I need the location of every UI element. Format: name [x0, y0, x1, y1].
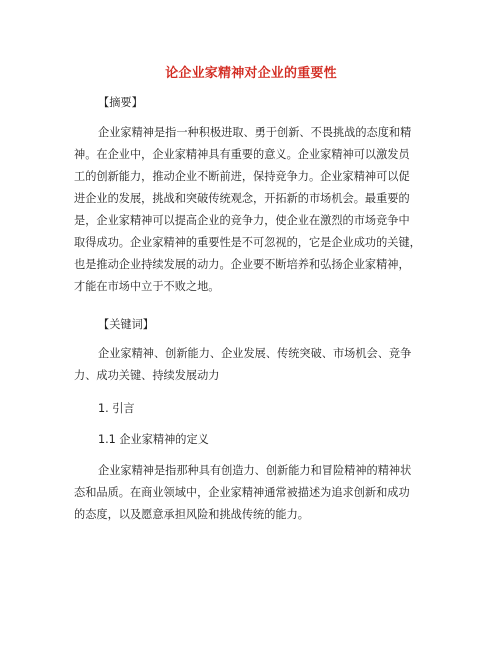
abstract-line: 也是推动企业持续发展的动力。企业要不断培养和弘扬企业家精神， [74, 258, 410, 271]
abstract-line: 取得成功。企业家精神的重要性是不可忽视的，它是企业成功的关键， [74, 236, 421, 249]
body-line: 的态度，以及愿意承担风险和挑战传统的能力。 [74, 508, 309, 521]
keywords-line: 力、成功关键、持续发展动力 [74, 369, 220, 382]
subsection-heading-definition: 1.1 企业家精神的定义 [98, 433, 209, 446]
body-line: 企业家精神是指那种具有创造力、创新能力和冒险精神的精神状 [98, 464, 412, 477]
abstract-heading: 【摘要】 [98, 96, 143, 109]
abstract-line: 进企业的发展，挑战和突破传统观念，开拓新的市场机会。最重要的 [74, 192, 410, 205]
keywords-line: 企业家精神、创新能力、企业发展、传统突破、市场机会、竞争 [98, 347, 412, 360]
keywords-heading: 【关键词】 [98, 318, 154, 331]
abstract-line: 工的创新能力，推动企业不断前进，保持竞争力。企业家精神可以促 [74, 170, 410, 183]
abstract-line: 才能在市场中立于不败之地。 [74, 280, 220, 293]
document-title: 论企业家精神对企业的重要性 [165, 66, 337, 81]
body-line: 态和品质。在商业领域中，企业家精神通常被描述为追求创新和成功 [74, 486, 410, 499]
abstract-line: 是，企业家精神可以提高企业的竞争力，使企业在激烈的市场竞争中 [74, 214, 410, 227]
abstract-line: 企业家精神是指一种积极进取、勇于创新、不畏挑战的态度和精 [98, 126, 412, 139]
section-heading-introduction: 1. 引言 [98, 402, 135, 415]
abstract-line: 神。在企业中，企业家精神具有重要的意义。企业家精神可以激发员 [74, 148, 410, 161]
